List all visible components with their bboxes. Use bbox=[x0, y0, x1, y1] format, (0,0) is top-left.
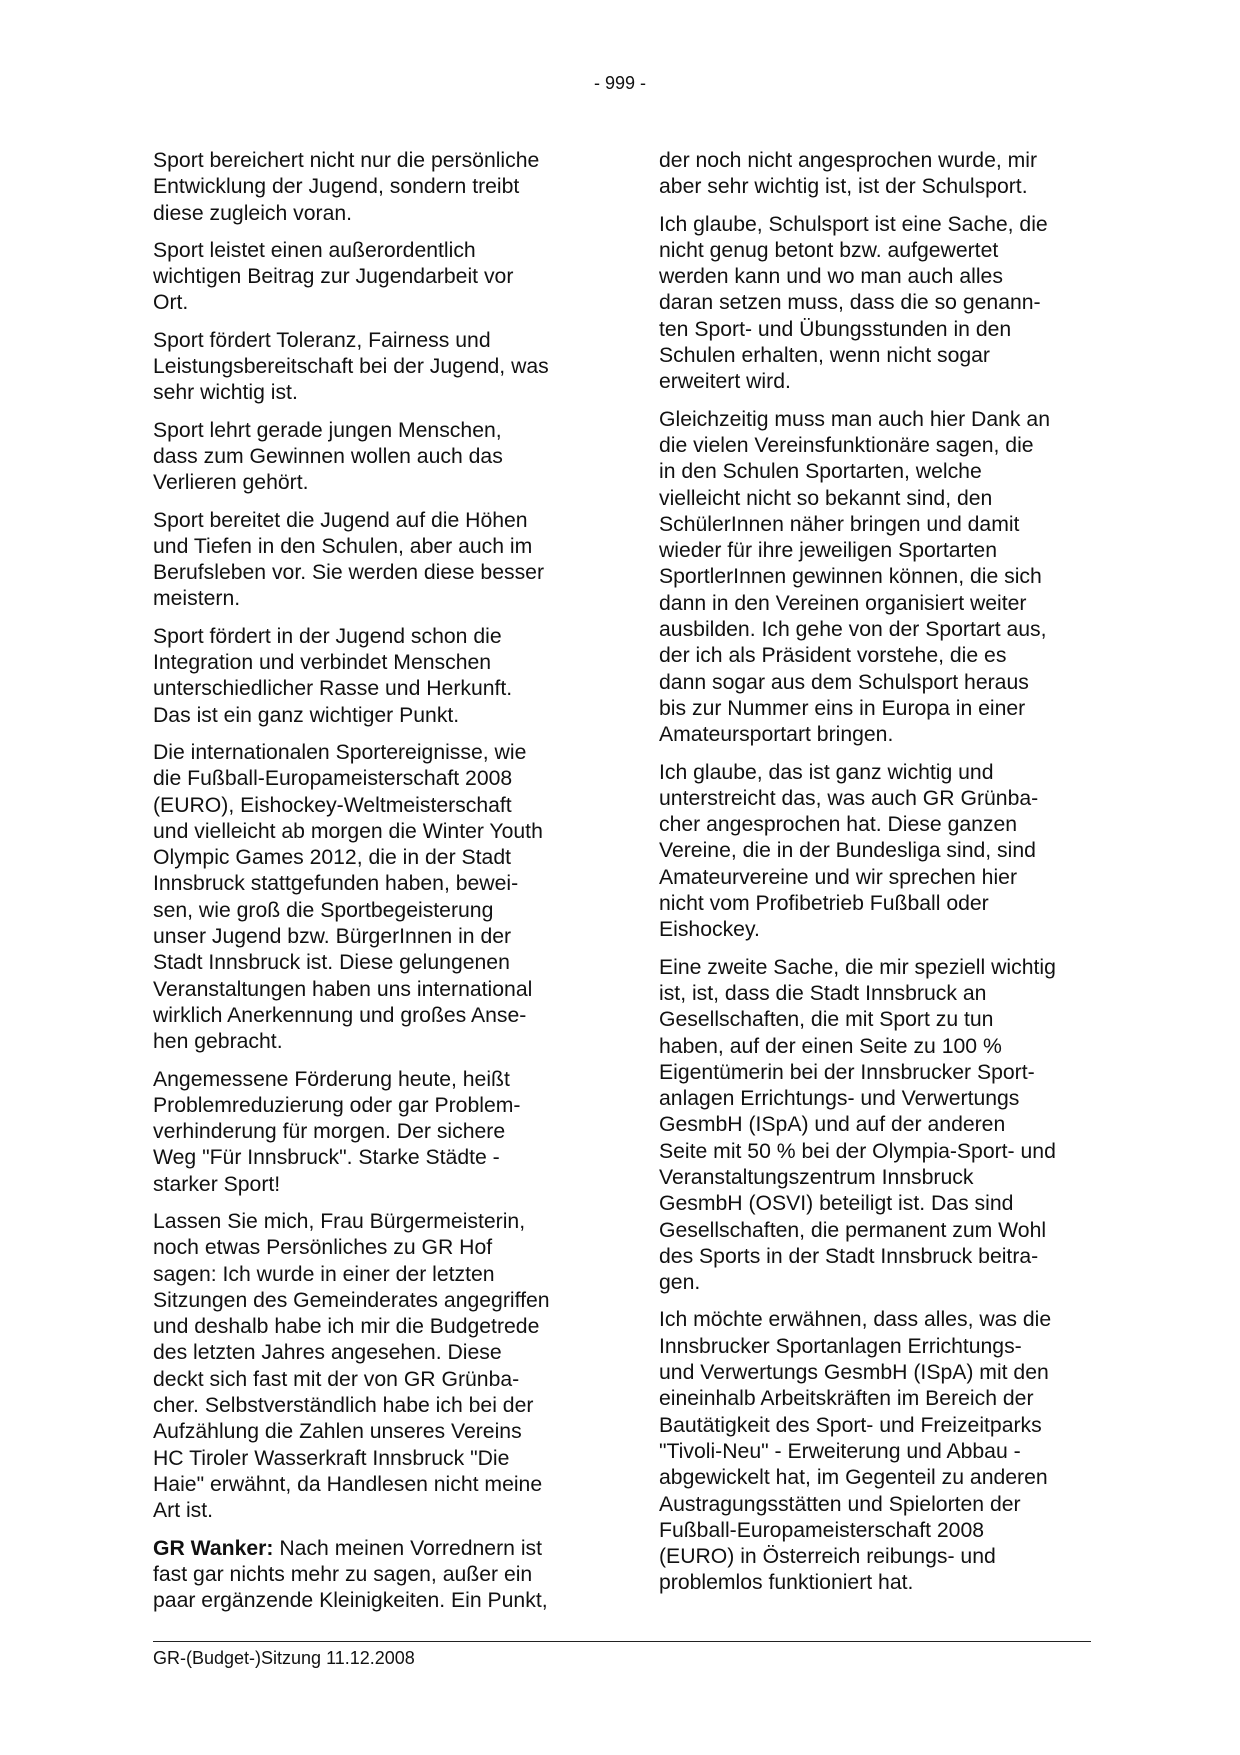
text-line: und vielleicht ab morgen die Winter Youth bbox=[153, 819, 543, 843]
page-number: - 999 - bbox=[593, 73, 647, 93]
text-line: sagen: Ich wurde in einer der letzten bbox=[153, 1262, 495, 1286]
text-line: Ort. bbox=[153, 291, 189, 315]
text-line: unterstreicht das, was auch GR Grünba- bbox=[659, 786, 1039, 810]
paragraph bbox=[153, 740, 589, 1056]
text-line: Problemreduzierung oder gar Problem- bbox=[153, 1093, 521, 1117]
text-line: Schulen erhalten, wenn nicht sogar bbox=[659, 344, 990, 368]
text-line: (EURO), Eishockey-Weltmeisterschaft bbox=[153, 793, 512, 817]
paragraph bbox=[659, 760, 1099, 944]
paragraph bbox=[659, 955, 1099, 1297]
text-line: Nach meinen Vorrednern ist bbox=[273, 1536, 543, 1560]
paragraph bbox=[153, 238, 589, 317]
text-line: Aufzählung die Zahlen unseres Vereins bbox=[153, 1420, 522, 1444]
text-line: Das ist ein ganz wichtiger Punkt. bbox=[153, 703, 460, 727]
footer-session-label: GR-(Budget-)Sitzung 11.12.2008 bbox=[153, 1648, 415, 1668]
text-line: Entwicklung der Jugend, sondern treibt bbox=[153, 175, 520, 199]
text-line: Eishockey. bbox=[659, 918, 760, 942]
paragraph bbox=[659, 1307, 1099, 1596]
text-line: Sport bereitet die Jugend auf die Höhen bbox=[153, 508, 528, 532]
text-line: Ich glaube, das ist ganz wichtig und bbox=[659, 760, 994, 784]
text-line: (EURO) in Österreich reibungs- und bbox=[659, 1545, 996, 1569]
text-line: ausbilden. Ich gehe von der Sportart aus, bbox=[659, 618, 1047, 642]
text-line: Fußball-Europameisterschaft 2008 bbox=[659, 1518, 985, 1542]
text-line: Die internationalen Sportereignisse, wie bbox=[153, 740, 527, 764]
text-line: abgewickelt hat, im Gegenteil zu anderen bbox=[659, 1466, 1048, 1490]
text-line: unterschiedlicher Rasse und Herkunft. bbox=[153, 677, 513, 701]
text-line: die Fußball-Europameisterschaft 2008 bbox=[153, 767, 513, 791]
paragraph bbox=[153, 148, 589, 227]
text-line: und Tiefen in den Schulen, aber auch im bbox=[153, 534, 533, 558]
text-line: nicht genug betont bzw. aufgewertet bbox=[659, 238, 999, 262]
text-line: eineinhalb Arbeitskräften im Bereich der bbox=[659, 1387, 1034, 1411]
text-line: Integration und verbindet Menschen bbox=[153, 651, 492, 675]
text-line: sen, wie groß die Sportbegeisterung bbox=[153, 898, 494, 922]
text-line: Haie" erwähnt, da Handlesen nicht meine bbox=[153, 1472, 543, 1496]
paragraph bbox=[153, 1067, 589, 1198]
text-line: SportlerInnen gewinnen können, die sich bbox=[659, 565, 1042, 589]
text-line: und Verwertungs GesmbH (ISpA) mit den bbox=[659, 1361, 1049, 1385]
text-line: und deshalb habe ich mir die Budgetrede bbox=[153, 1315, 540, 1339]
text-line: in den Schulen Sportarten, welche bbox=[659, 460, 982, 484]
speaker-name: GR Wanker: bbox=[153, 1536, 274, 1560]
text-line: Amateurvereine und wir sprechen hier bbox=[659, 865, 1018, 889]
text-line: Bautätigkeit des Sport- und Freizeitparks bbox=[659, 1413, 1042, 1437]
text-line: Olympic Games 2012, die in der Stadt bbox=[153, 846, 512, 870]
text-line: Ich glaube, Schulsport ist eine Sache, die bbox=[659, 212, 1048, 236]
text-line: Innsbrucker Sportanlagen Errichtungs- bbox=[659, 1334, 1022, 1358]
text-line: Verlieren gehört. bbox=[153, 471, 309, 495]
paragraph bbox=[659, 148, 1099, 201]
left-column bbox=[153, 148, 589, 1625]
text-line: Sitzungen des Gemeinderates angegriffen bbox=[153, 1288, 550, 1312]
paragraph bbox=[659, 212, 1099, 396]
text-line: der noch nicht angesprochen wurde, mir bbox=[659, 149, 1038, 172]
text-line: Leistungsbereitschaft bei der Jugend, was bbox=[153, 355, 549, 379]
text-line: "Tivoli-Neu" - Erweiterung und Abbau - bbox=[659, 1439, 1021, 1463]
text-line: GesmbH (ISpA) und auf der anderen bbox=[659, 1113, 1006, 1137]
text-line: Weg "Für Innsbruck". Starke Städte - bbox=[153, 1146, 500, 1170]
text-line: diese zugleich voran. bbox=[153, 201, 353, 225]
text-line: dass zum Gewinnen wollen auch das bbox=[153, 444, 503, 468]
text-line: Lassen Sie mich, Frau Bürgermeisterin, bbox=[153, 1209, 526, 1233]
text-line: starker Sport! bbox=[153, 1172, 281, 1196]
text-line: wieder für ihre jeweiligen Sportarten bbox=[659, 539, 997, 563]
text-line: Berufsleben vor. Sie werden diese besser bbox=[153, 561, 545, 585]
text-line: cher. Selbstverständlich habe ich bei der bbox=[153, 1394, 534, 1418]
text-line: Sport leistet einen außerordentlich bbox=[153, 238, 476, 262]
text-line: Innsbruck stattgefunden haben, bewei- bbox=[153, 872, 519, 896]
text-line: dann sogar aus dem Schulsport heraus bbox=[659, 670, 1029, 694]
text-line: Sport fördert Toleranz, Fairness und bbox=[153, 328, 491, 352]
text-line: wirklich Anerkennung und großes Anse- bbox=[153, 1003, 527, 1027]
text-line: Vereine, die in der Bundesliga sind, sind bbox=[659, 839, 1036, 863]
text-line: GesmbH (OSVI) beteiligt ist. Das sind bbox=[659, 1192, 1014, 1216]
text-line: wichtigen Beitrag zur Jugendarbeit vor bbox=[153, 265, 514, 289]
text-line: haben, auf der einen Seite zu 100 % bbox=[659, 1034, 1002, 1058]
text-line: gen. bbox=[659, 1271, 701, 1295]
text-line: Ich möchte erwähnen, dass alles, was die bbox=[659, 1308, 1052, 1332]
text-line: bis zur Nummer eins in Europa in einer bbox=[659, 696, 1026, 720]
paragraph bbox=[153, 624, 589, 729]
text-line: unser Jugend bzw. BürgerInnen in der bbox=[153, 925, 512, 949]
text-line: des letzten Jahres angesehen. Diese bbox=[153, 1341, 502, 1365]
text-line: Sport lehrt gerade jungen Menschen, bbox=[153, 418, 502, 442]
text-line: noch etwas Persönliches zu GR Hof bbox=[153, 1236, 493, 1260]
text-line: dann in den Vereinen organisiert weiter bbox=[659, 591, 1027, 615]
text-line: SchülerInnen näher bringen und damit bbox=[659, 512, 1020, 536]
text-line: Gleichzeitig muss man auch hier Dank an bbox=[659, 407, 1050, 431]
text-line: hen gebracht. bbox=[153, 1030, 283, 1054]
text-line: Austragungsstätten und Spielorten der bbox=[659, 1492, 1021, 1516]
text-line: problemlos funktioniert hat. bbox=[659, 1571, 914, 1595]
text-line: anlagen Errichtungs- und Verwertungs bbox=[659, 1087, 1020, 1111]
text-line: Seite mit 50 % bei der Olympia-Sport- und bbox=[659, 1139, 1056, 1163]
text-line: Sport bereichert nicht nur die persönliche bbox=[153, 149, 540, 172]
text-line: Art ist. bbox=[153, 1499, 214, 1523]
text-line: werden kann und wo man auch alles bbox=[659, 265, 1003, 289]
right-column bbox=[659, 148, 1099, 1608]
text-line: Gesellschaften, die mit Sport zu tun bbox=[659, 1008, 994, 1032]
footer-divider bbox=[153, 1641, 1091, 1642]
text-line: meistern. bbox=[153, 587, 241, 611]
text-line: ten Sport- und Übungsstunden in den bbox=[659, 317, 1012, 341]
text-line: nicht vom Profibetrieb Fußball oder bbox=[659, 892, 989, 916]
paragraph bbox=[153, 328, 589, 407]
paragraph bbox=[659, 407, 1099, 749]
text-line: daran setzen muss, dass die so genann- bbox=[659, 291, 1041, 315]
text-line: aber sehr wichtig ist, ist der Schulsport. bbox=[659, 175, 1028, 199]
text-line: Veranstaltungszentrum Innsbruck bbox=[659, 1165, 974, 1189]
text-line: paar ergänzende Kleinigkeiten. Ein Punkt, bbox=[153, 1589, 548, 1613]
text-line: HC Tiroler Wasserkraft Innsbruck "Die bbox=[153, 1446, 510, 1470]
text-line: sehr wichtig ist. bbox=[153, 381, 298, 405]
text-line: Angemessene Förderung heute, heißt bbox=[153, 1067, 510, 1091]
text-line: Eigentümerin bei der Innsbrucker Sport- bbox=[659, 1060, 1035, 1084]
paragraph bbox=[153, 1209, 589, 1525]
text-line: Sport fördert in der Jugend schon die bbox=[153, 624, 502, 648]
speaker-paragraph bbox=[153, 1536, 589, 1615]
text-line: ist, ist, dass die Stadt Innsbruck an bbox=[659, 981, 987, 1005]
text-line: cher angesprochen hat. Diese ganzen bbox=[659, 813, 1018, 837]
paragraph bbox=[153, 508, 589, 613]
text-line: erweitert wird. bbox=[659, 370, 791, 394]
text-line: Stadt Innsbruck ist. Diese gelungenen bbox=[153, 951, 510, 975]
text-line: fast gar nichts mehr zu sagen, außer ein bbox=[153, 1562, 533, 1586]
text-line: des Sports in der Stadt Innsbruck beitra- bbox=[659, 1244, 1039, 1268]
text-line: der ich als Präsident vorstehe, die es bbox=[659, 644, 1007, 668]
paragraph bbox=[153, 418, 589, 497]
text-line: Gesellschaften, die permanent zum Wohl bbox=[659, 1218, 1047, 1242]
text-line: verhinderung für morgen. Der sichere bbox=[153, 1120, 506, 1144]
text-line: vielleicht nicht so bekannt sind, den bbox=[659, 486, 993, 510]
text-line: Veranstaltungen haben uns international bbox=[153, 977, 533, 1001]
text-line: deckt sich fast mit der von GR Grünba- bbox=[153, 1367, 520, 1391]
text-line: die vielen Vereinsfunktionäre sagen, die bbox=[659, 433, 1034, 457]
text-line: Amateursportart bringen. bbox=[659, 723, 894, 747]
text-line: Eine zweite Sache, die mir speziell wichtig bbox=[659, 955, 1056, 979]
